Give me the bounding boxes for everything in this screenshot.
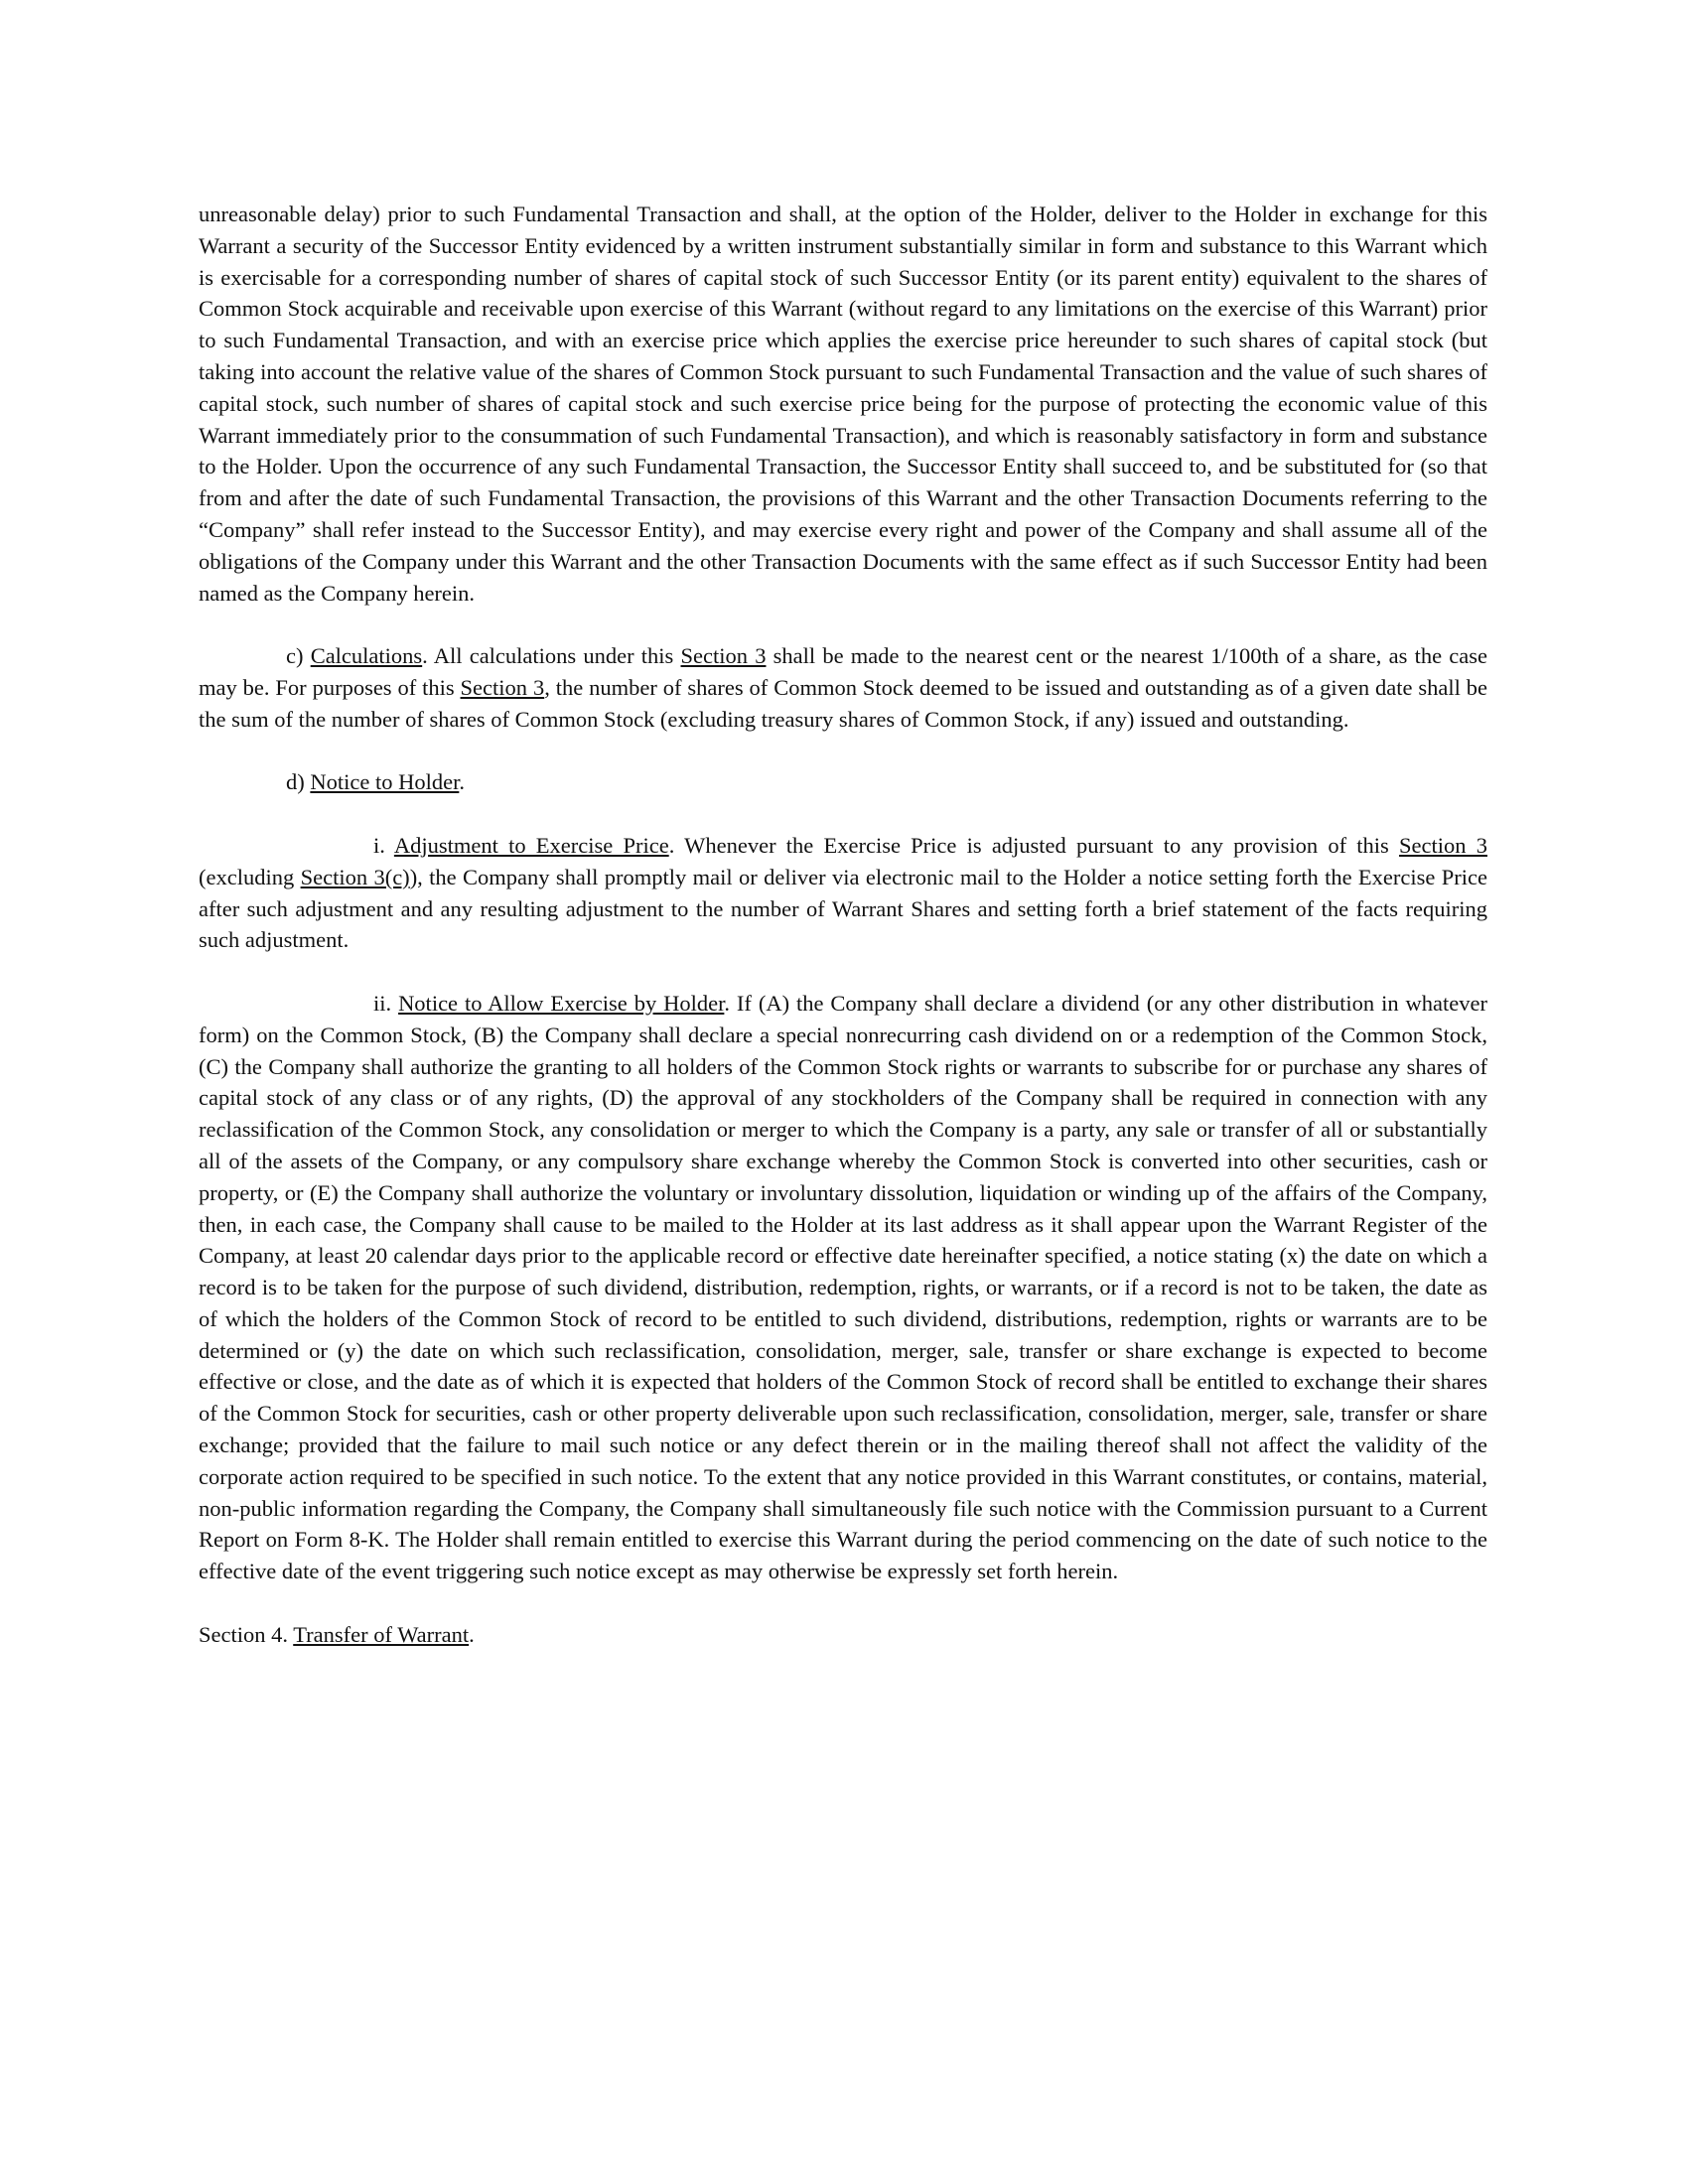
- section-d-prefix: d): [286, 769, 311, 795]
- section-d-i-text-3: ), the Company shall promptly mail or deliver via electronic mail to the Holder a notice setting forth the Exercise Price after such adjustment and any resulting adjustment to the number of Warrant Shares and setting forth a brief statement of the facts requiring such adjustment.: [199, 864, 1487, 953]
- heading-notice-to-holder: Notice to Holder: [310, 769, 460, 795]
- paragraph-calculations: [199, 640, 1487, 735]
- section-d-i-text-1: . Whenever the Exercise Price is adjusted pursuant to any provision of this: [668, 832, 1400, 858]
- document-page: [199, 199, 1487, 1682]
- paragraph-adjustment-to-exercise-price: [199, 830, 1487, 956]
- section-c-text-3: , the number of shares of Common Stock deemed to be issued and outstanding as of a given date shall be the sum of the number of shares of Common Stock (excluding treasury shares of Common Stock, if any) issued and outstanding.: [199, 674, 1487, 732]
- heading-transfer-of-warrant: Transfer of Warrant: [293, 1621, 470, 1647]
- heading-calculations: Calculations: [310, 643, 423, 669]
- section-c-text-2: shall be made to the nearest cent or the nearest 1/100th of a share, as the case may be. For purposes of this: [199, 643, 1487, 700]
- paragraph-fundamental-transaction-continuation: unreasonable delay) prior to such Fundamental Transaction and shall, at the option of the Holder, deliver to the Holder in exchange for this Warrant a security of the Successor Entity evidenced by a written instrument substantially similar in form and substance to this Warrant which is exercisable for a corresponding number of shares of capital stock of such Successor Entity (or its parent entity) equivalent to the shares of Common Stock acquirable and receivable upon exercise of this Warrant (without regard to any limitations on the exercise of this Warrant) prior to such Fundamental Transaction, and with an exercise price which applies the exercise price hereunder to such shares of capital stock (but taking into account the relative value of the shares of Common Stock pursuant to such Fundamental Transaction and the value of such shares of capital stock, such number of shares of capital stock and such exercise price being for the purpose of protecting the economic value of this Warrant immediately prior to the consummation of such Fundamental Transaction), and which is reasonably satisfactory in form and substance to the Holder. Upon the occurrence of any such Fundamental Transaction, the Successor Entity shall succeed to, and be substituted for (so that from and after the date of such Fundamental Transaction, the provisions of this Warrant and the other Transaction Documents referring to the “Company” shall refer instead to the Successor Entity), and may exercise every right and power of the Company and shall assume all of the obligations of the Company under this Warrant and the other Transaction Documents with the same effect as if such Successor Entity had been named as the Company herein.: [199, 202, 1487, 606]
- section-d-i-prefix: i.: [373, 832, 394, 858]
- section-3-reference: Section 3: [680, 643, 767, 669]
- paragraph-notice-to-allow-exercise: [199, 988, 1487, 1587]
- section-d-suffix: .: [459, 769, 465, 795]
- section-3c-reference: Section 3(c): [300, 864, 410, 889]
- heading-notice-to-allow-exercise: Notice to Allow Exercise by Holder: [398, 990, 725, 1016]
- section-c-prefix: c): [286, 643, 311, 669]
- section-4-prefix: Section 4.: [199, 1621, 294, 1647]
- section-3-reference: Section 3: [460, 674, 545, 700]
- section-d-i-text-2: (excluding: [199, 864, 301, 889]
- section-4-suffix: .: [469, 1621, 475, 1647]
- section-c-text-1: . All calculations under this: [422, 643, 681, 669]
- paragraph-notice-to-holder: [199, 766, 1487, 798]
- section-d-ii-prefix: ii.: [373, 990, 399, 1016]
- heading-adjustment-to-exercise-price: Adjustment to Exercise Price: [393, 832, 669, 858]
- paragraph-section-4: [199, 1619, 1487, 1651]
- section-3-reference: Section 3: [1399, 832, 1487, 858]
- section-d-ii-body: . If (A) the Company shall declare a dividend (or any other distribution in whatever form) on the Common Stock, (B) the Company shall declare a special nonrecurring cash dividend on or a redemption of the Common Stock, (C) the Company shall authorize the granting to all holders of the Common Stock rights or warrants to subscribe for or purchase any shares of capital stock of any class or of any rights, (D) the approval of any stockholders of the Company shall be required in connection with any reclassification of the Common Stock, any consolidation or merger to which the Company is a party, any sale or transfer of all or substantially all of the assets of the Company, or any compulsory share exchange whereby the Common Stock is converted into other securities, cash or property, or (E) the Company shall authorize the voluntary or involuntary dissolution, liquidation or winding up of the affairs of the Company, then, in each case, the Company shall cause to be mailed to the Holder at its last address as it shall appear upon the Warrant Register of the Company, at least 20 calendar days prior to the applicable record or effective date hereinafter specified, a notice stating (x) the date on which a record is to be taken for the purpose of such dividend, distribution, redemption, rights, or warrants, or if a record is not to be taken, the date as of which the holders of the Common Stock of record to be entitled to such dividend, distributions, redemption, rights or warrants are to be determined or (y) the date on which such reclassification, consolidation, merger, sale, transfer or share exchange is expected to become effective or close, and the date as of which it is expected that holders of the Common Stock of record shall be entitled to exchange their shares of the Common Stock for securities, cash or other property deliverable upon such reclassification, consolidation, merger, sale, transfer or share exchange; provided that the failure to mail such notice or any defect therein or in the mailing thereof shall not affect the validity of the corporate action required to be specified in such notice. To the extent that any notice provided in this Warrant constitutes, or contains, material, non-public information regarding the Company, the Company shall simultaneously file such notice with the Commission pursuant to a Current Report on Form 8-K. The Holder shall remain entitled to exercise this Warrant during the period commencing on the date of such notice to the effective date of the event triggering such notice except as may otherwise be expressly set forth herein.: [199, 990, 1487, 1584]
